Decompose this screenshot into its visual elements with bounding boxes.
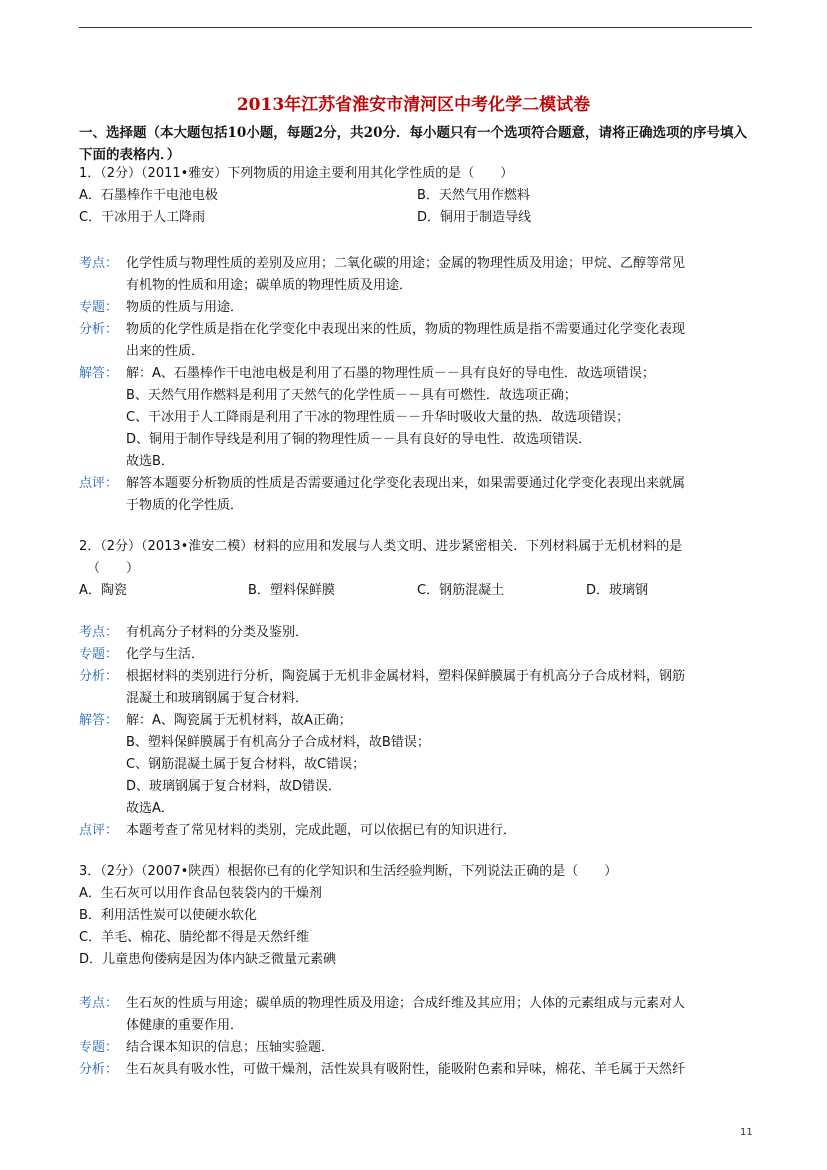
question-2-option-c: C．钢筋混凝土 <box>417 583 505 598</box>
fenxi-entry: 分析： 物质的化学性质是指在化学变化中表现出来的性质，物质的物理性质是指不需要通过化学变化表现 出来的性质． <box>79 319 769 363</box>
section-heading: 一、选择题（本大题包括10小题，每题2分，共20分．每小题只有一个选项符合题意，请将正确选项的序号填入下面的表格内．） <box>79 125 747 163</box>
kaodian-label: 考点： <box>79 996 119 1011</box>
question-3-stem: 3．（2分）（2007•陕西）根据你已有的化学知识和生活经验判断，下列说法正确的是（ ） <box>79 864 618 879</box>
question-3 <box>79 861 769 971</box>
kaodian-label: 考点： <box>79 256 119 271</box>
question-2-option-d: D．玻璃钢 <box>586 583 649 598</box>
question-2 <box>79 536 769 602</box>
zhuanti-entry: 专题： 化学与生活． <box>79 644 769 666</box>
zhuanti-entry: 专题： 结合课本知识的信息；压轴实验题． <box>79 1037 769 1059</box>
kaodian-entry: 考点： 化学性质与物理性质的差别及应用；二氧化碳的用途；金属的物理性质及用途；甲烷、乙醇等常见 有机物的性质和用途；碳单质的物理性质及用途． <box>79 253 769 297</box>
question-1-options-row-2 <box>79 207 769 229</box>
question-3-option-c: C．羊毛、棉花、腈纶都不得是天然纤维 <box>79 930 310 945</box>
zhuanti-label: 专题： <box>79 1040 119 1055</box>
question-3-option-d: D．儿童患佝偻病是因为体内缺乏微量元素碘 <box>79 952 337 967</box>
question-2-option-b: B．塑料保鲜膜 <box>248 583 335 598</box>
question-1-analysis <box>79 253 769 517</box>
kaodian-entry: 考点： 生石灰的性质与用途；碳单质的物理性质及用途；合成纤维及其应用；人体的元素组成与元素对人 体健康的重要作用． <box>79 993 769 1037</box>
page-title: 2013年江苏省淮安市清河区中考化学二模试卷 <box>236 95 591 115</box>
question-3-option-a: A．生石灰可以用作食品包装袋内的干燥剂 <box>79 886 322 901</box>
zhuanti-label: 专题： <box>79 647 119 662</box>
question-3-analysis <box>79 993 769 1081</box>
question-1-stem: 1．（2分）（2011•雅安）下列物质的用途主要利用其化学性质的是（ ） <box>79 166 514 181</box>
page-number: 11 <box>740 1127 753 1138</box>
header-rule <box>79 27 752 28</box>
fenxi-entry: 分析： 生石灰具有吸水性，可做干燥剂，活性炭具有吸附性，能吸附色素和异味，棉花、羊毛属于天然纤 <box>79 1059 769 1081</box>
dianping-entry: 点评： 本题考查了常见材料的类别，完成此题，可以依据已有的知识进行． <box>79 820 769 842</box>
question-2-stem-cont: （ ） <box>87 561 140 576</box>
question-2-analysis <box>79 622 769 842</box>
jieda-label: 解答： <box>79 713 119 728</box>
fenxi-label: 分析： <box>79 1062 119 1077</box>
dianping-entry: 点评： 解答本题要分析物质的性质是否需要通过化学变化表现出来，如果需要通过化学变化表现出来就属 于物质的化学性质． <box>79 473 769 517</box>
jieda-label: 解答： <box>79 366 119 381</box>
zhuanti-entry: 专题： 物质的性质与用途． <box>79 297 769 319</box>
question-1-options-row-1 <box>79 185 769 207</box>
kaodian-label: 考点： <box>79 625 119 640</box>
question-1-option-b: B．天然气用作燃料 <box>417 188 530 203</box>
question-1-option-a: A．石墨棒作干电池电极 <box>79 188 218 203</box>
fenxi-label: 分析： <box>79 669 119 684</box>
question-1 <box>79 163 769 229</box>
question-1-option-d: D．铜用于制造导线 <box>417 210 532 225</box>
fenxi-label: 分析： <box>79 322 119 337</box>
question-3-option-b: B．利用活性炭可以使硬水软化 <box>79 908 257 923</box>
dianping-label: 点评： <box>79 823 119 838</box>
question-1-option-c: C．干冰用于人工降雨 <box>79 210 206 225</box>
question-2-options <box>79 580 769 602</box>
question-2-stem: 2．（2分）（2013•淮安二模）材料的应用和发展与人类文明、进步紧密相关．下列材料属于无机材料的是 <box>79 539 683 554</box>
jieda-entry: 解答： 解：A、石墨棒作干电池电极是利用了石墨的物理性质－－具有良好的导电性．故选项错误； B、天然气用作燃料是利用了天然气的化学性质－－具有可燃性．故选项正确； C、干冰用于人工降雨是利用了干冰的物理性质－－升华时吸收大量的热．故选项错误； D、铜用于制作导线是利用了铜的物理性质－－具有良好的导电性．故选项错误． 故选B． <box>79 363 769 473</box>
dianping-label: 点评： <box>79 476 119 491</box>
jieda-entry: 解答： 解：A、陶瓷属于无机材料，故A正确； B、塑料保鲜膜属于有机高分子合成材料，故B错误； C、钢筋混凝土属于复合材料，故C错误； D、玻璃钢属于复合材料，故D错误． 故选A． <box>79 710 769 820</box>
fenxi-entry: 分析： 根据材料的类别进行分析，陶瓷属于无机非金属材料，塑料保鲜膜属于有机高分子合成材料，钢筋 混凝土和玻璃钢属于复合材料． <box>79 666 769 710</box>
question-2-option-a: A．陶瓷 <box>79 583 127 598</box>
zhuanti-label: 专题： <box>79 300 119 315</box>
kaodian-entry: 考点： 有机高分子材料的分类及鉴别． <box>79 622 769 644</box>
